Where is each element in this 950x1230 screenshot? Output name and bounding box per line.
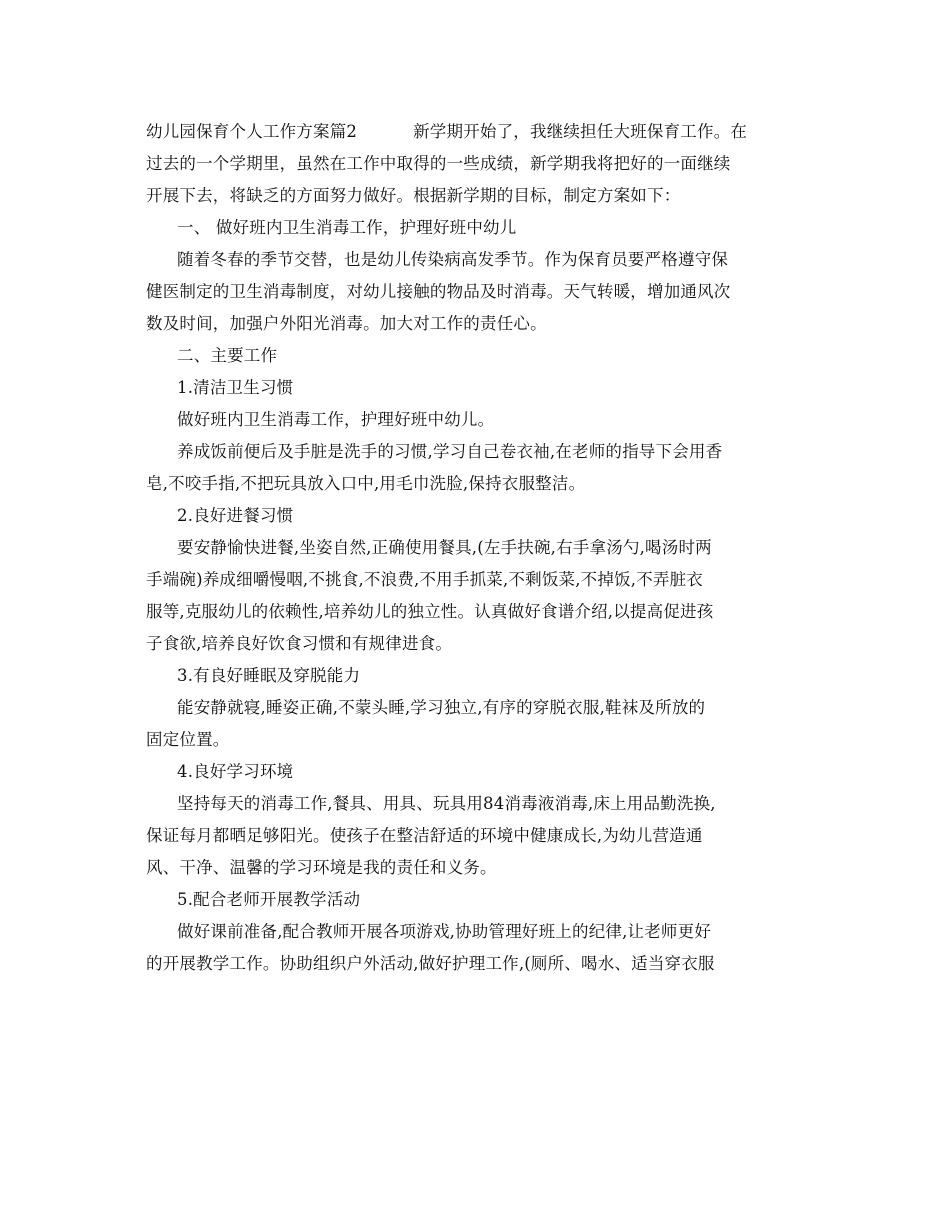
text-line: 要安静愉快进餐,坐姿自然,正确使用餐具,(左手扶碗,右手拿汤勺,喝汤时两 xyxy=(177,538,712,557)
text-line: 固定位置。 xyxy=(146,730,230,749)
text-line: 的开展教学工作。协助组织户外活动,做好护理工作,(厕所、喝水、适当穿衣服 xyxy=(146,954,715,973)
text-line: 开展下去，将缺乏的方面努力做好。根据新学期的目标，制定方案如下： xyxy=(146,186,681,205)
document-title: 幼儿园保育个人工作方案篇2 xyxy=(146,122,358,141)
subsection-heading: 4.良好学习环境 xyxy=(177,762,294,781)
section-heading: 一、 做好班内卫生消毒工作，护理好班中幼儿 xyxy=(177,218,517,237)
text-line: 随着冬春的季节交替，也是幼儿传染病高发季节。作为保育员要严格遵守保 xyxy=(177,250,729,269)
document-body xyxy=(146,116,806,980)
text-line: 坚持每天的消毒工作,餐具、用具、玩具用84消毒液消毒,床上用品勤洗换, xyxy=(177,794,716,813)
text-line: 数及时间，加强户外阳光消毒。加大对工作的责任心。 xyxy=(146,314,547,333)
subsection-heading: 1.清洁卫生习惯 xyxy=(177,378,294,397)
subsection-heading: 3.有良好睡眠及穿脱能力 xyxy=(177,666,361,685)
text-line: 风、干净、温馨的学习环境是我的责任和义务。 xyxy=(146,858,497,877)
title-line xyxy=(146,116,806,148)
subsection-heading: 5.配合老师开展教学活动 xyxy=(177,890,361,909)
text-line: 过去的一个学期里，虽然在工作中取得的一些成绩，新学期我将把好的一面继续 xyxy=(146,154,731,173)
text-line: 养成饭前便后及手脏是洗手的习惯,学习自己卷衣袖,在老师的指导下会用香 xyxy=(177,442,723,461)
section-heading: 二、主要工作 xyxy=(177,346,278,365)
text-line: 做好课前准备,配合教师开展各项游戏,协助管理好班上的纪律,让老师更好 xyxy=(177,922,712,941)
text-line: 手端碗)养成细嚼慢咽,不挑食,不浪费,不用手抓菜,不剩饭菜,不掉饭,不弄脏衣 xyxy=(146,570,704,589)
text-line: 保证每月都晒足够阳光。使孩子在整洁舒适的环境中健康成长,为幼儿营造通 xyxy=(146,826,703,845)
text-line: 能安静就寝,睡姿正确,不蒙头睡,学习独立,有序的穿脱衣服,鞋袜及所放的 xyxy=(177,698,706,717)
text-line: 子食欲,培养良好饮食习惯和有规律进食。 xyxy=(146,634,453,653)
text-line: 新学期开始了，我继续担任大班保育工作。在 xyxy=(413,122,748,141)
text-line: 服等,克服幼儿的依赖性,培养幼儿的独立性。认真做好食谱介绍,以提高促进孩 xyxy=(146,602,714,621)
subsection-heading: 2.良好进餐习惯 xyxy=(177,506,294,525)
text-line: 皂,不咬手指,不把玩具放入口中,用毛巾洗脸,保持衣服整洁。 xyxy=(146,474,586,493)
text-line: 做好班内卫生消毒工作，护理好班中幼儿。 xyxy=(177,410,495,429)
text-line: 健医制定的卫生消毒制度，对幼儿接触的物品及时消毒。天气转暖，增加通风次 xyxy=(146,282,731,301)
